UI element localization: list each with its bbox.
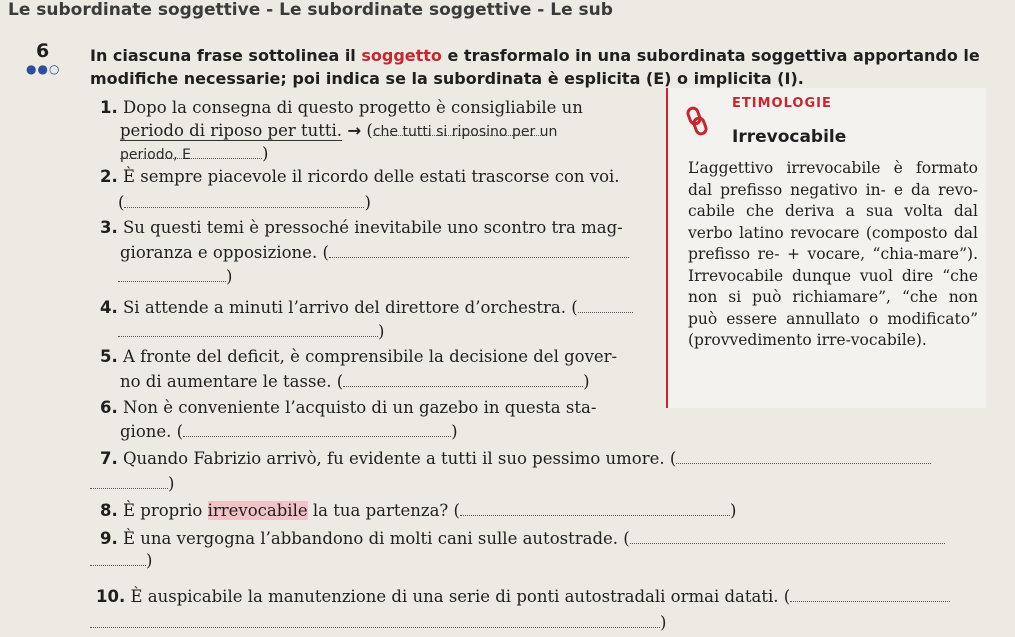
item-number: 2. — [100, 167, 118, 186]
item-6-line2: gione. ( ) — [120, 422, 458, 441]
item-text-pre: È proprio — [123, 501, 208, 520]
item-1 — [100, 97, 583, 119]
item-number: 1. — [100, 98, 118, 117]
item-10: 10. È auspicabile la manutenzione di una serie di ponti autostradali ormai datati. ( — [96, 586, 950, 608]
answer-field[interactable] — [90, 474, 168, 489]
item-5 — [100, 346, 617, 368]
item-text: Non è conveniente l’acquisto di un gazebo in questa sta- — [123, 398, 597, 417]
answer-field[interactable] — [90, 551, 146, 566]
answer-field[interactable] — [90, 613, 660, 628]
paren-open: ( — [366, 121, 373, 140]
answer-field[interactable]: periodo, E — [120, 144, 262, 159]
arrow-icon: → — [347, 121, 362, 140]
item-7: 7. Quando Fabrizio arrivò, fu evidente a tutti il suo pessimo umore. ( — [100, 448, 931, 470]
item-7-line2: ) — [90, 473, 174, 495]
item-number: 10. — [96, 587, 126, 606]
item-text: A fronte del deficit, è comprensibile la decisione del gover- — [123, 347, 618, 366]
item-4-line2: ) — [118, 321, 384, 343]
answer-field[interactable] — [343, 372, 583, 387]
item-text: periodo di riposo per tutti. — [120, 121, 343, 140]
item-2 — [100, 166, 620, 188]
item-9: 9. È una vergogna l’abbandono di molti cani sulle autostrade. ( — [100, 528, 945, 550]
page-header: Le subordinate soggettive - Le subordinate soggettive - Le sub — [8, 0, 613, 20]
paren-close: ) — [262, 144, 269, 163]
item-number: 7. — [100, 449, 118, 468]
item-text-highlight: irrevocabile — [207, 501, 308, 520]
item-text: È auspicabile la manutenzione di una serie di ponti autostradali ormai datati. — [130, 587, 779, 606]
item-1-line2 — [120, 120, 558, 142]
answer-field[interactable] — [118, 322, 378, 337]
item-text: Su questi temi è pressoché inevitabile uno scontro tra mag- — [123, 218, 623, 237]
item-6 — [100, 397, 596, 419]
item-1-line3 — [120, 143, 268, 165]
answer-field[interactable] — [790, 587, 950, 602]
answer-field[interactable] — [630, 529, 945, 544]
exercise-number: 6 — [36, 40, 50, 62]
item-5-line2: no di aumentare le tasse. ( ) — [120, 372, 590, 391]
item-number: 6. — [100, 398, 118, 417]
answer-field[interactable] — [118, 267, 226, 282]
item-number: 4. — [100, 298, 118, 317]
item-4: 4. Si attende a minuti l’arrivo del direttore d’orchestra. ( — [100, 297, 633, 319]
etymology-title: ETIMOLOGIE — [732, 96, 832, 111]
instruction-highlight: soggetto — [361, 46, 442, 65]
instruction-mid: e trasformalo in una subordinata soggettiva apportando le modifiche necessarie; poi indica se la subordinata è esplicita (E) o implicita (I). — [90, 46, 980, 88]
item-3-line2: gioranza e opposizione. ( — [120, 242, 629, 264]
item-text: È una vergogna l’abbandono di molti cani sulle autostrade. — [123, 529, 619, 548]
item-text: Si attende a minuti l’arrivo del direttore d’orchestra. — [123, 298, 566, 317]
item-text: Quando Fabrizio arrivò, fu evidente a tutti il suo pessimo umore. — [123, 449, 665, 468]
item-number: 8. — [100, 501, 118, 520]
answer-field[interactable] — [329, 243, 629, 258]
instruction-pre: In ciascuna frase sottolinea il — [90, 46, 362, 65]
item-text: È sempre piacevole il ricordo delle estati trascorse con voi. — [123, 167, 620, 186]
link-icon — [686, 106, 706, 136]
item-number: 3. — [100, 218, 118, 237]
answer-field[interactable] — [676, 449, 931, 464]
item-3-line3: ) — [118, 266, 232, 288]
item-9-line2: ) — [90, 550, 152, 572]
answer-field[interactable] — [460, 501, 730, 516]
exercise-instruction — [90, 44, 990, 90]
item-text-post: la tua partenza? — [307, 501, 449, 520]
answer-field[interactable] — [578, 298, 633, 313]
item-text: no di aumentare le tasse. — [120, 372, 332, 391]
item-text: Dopo la consegna di questo progetto è consigliabile un — [123, 98, 583, 117]
etymology-word: Irrevocabile — [732, 127, 847, 147]
item-number: 9. — [100, 529, 118, 548]
difficulty-dots: ●●○ — [26, 62, 61, 76]
item-10-line2: ) — [90, 612, 666, 634]
answer-field[interactable] — [124, 193, 364, 208]
item-number: 5. — [100, 347, 118, 366]
item-text: gione. — [120, 422, 172, 441]
answer-field[interactable] — [183, 422, 451, 437]
item-3 — [100, 217, 623, 239]
etymology-body: L’aggettivo irrevocabile è formato dal prefisso negativo in- e da revo-cabile che deriva a sua volta dal verbo latino revocare (composto dal prefisso re- + vocare, “chia-mare”). Irrevocabile dunque vuol dire “che non si può richiamare”, “che non può essere annullato o modificato” (provvedimento irre-vocabile). — [688, 159, 978, 349]
item-2-answer: ( ) — [118, 193, 371, 212]
item-8: 8. È proprio irrevocabile la tua partenza? ( ) — [100, 501, 737, 520]
answer-field[interactable]: che tutti si riposino per un — [373, 121, 543, 136]
item-text: gioranza e opposizione. — [120, 243, 318, 262]
